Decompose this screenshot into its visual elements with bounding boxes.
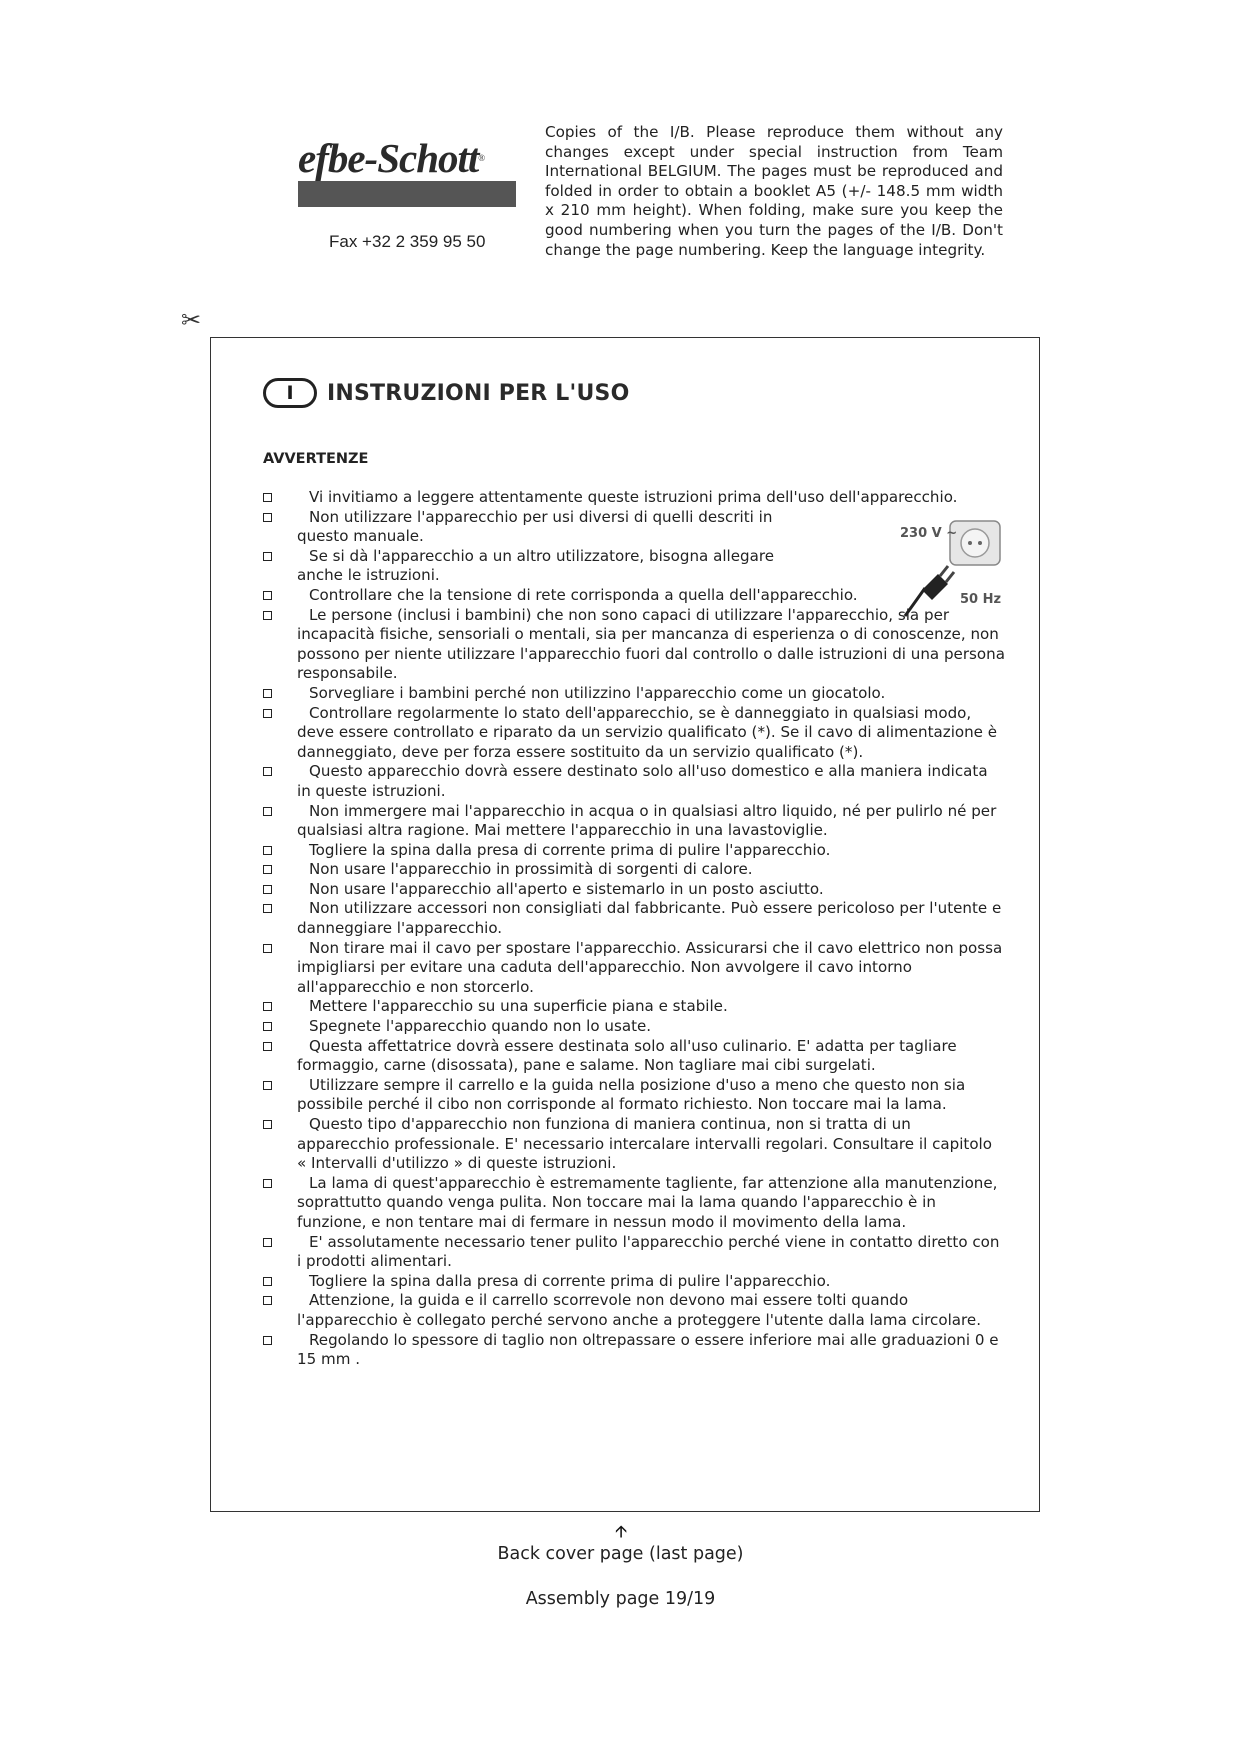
list-item: Sorvegliare i bambini perché non utilizzino l'apparecchio come un giocatolo. — [263, 684, 1005, 704]
list-item: Vi invitiamo a leggere attentamente queste istruzioni prima dell'uso dell'apparecchio. — [263, 488, 1005, 508]
language-badge: I — [263, 378, 317, 408]
list-item: Non utilizzare accessori non consigliati dal fabbricante. Può essere pericoloso per l'utente e danneggiare l'apparecchio. — [263, 899, 1005, 938]
checkbox-icon — [263, 1336, 272, 1345]
scissors-icon: ✂ — [181, 306, 202, 334]
checkbox-icon — [263, 1022, 272, 1031]
list-item: La lama di quest'apparecchio è estremamente tagliente, far attenzione alla manutenzione, soprattutto quando venga pulita. Non toccare mai la lama quando l'apparecchio è in funzione, e non tentare mai di fermare in nessun modo il movimento della lama. — [263, 1174, 1005, 1233]
list-item: Non tirare mai il cavo per spostare l'apparecchio. Assicurarsi che il cavo elettrico non possa impigliarsi per evitare una caduta dell'apparecchio. Non avvolgere il cavo intorno all'apparecchio e non storcerlo. — [263, 939, 1005, 998]
list-item: Spegnete l'apparecchio quando non lo usate. — [263, 1017, 1005, 1037]
brand-logo — [298, 135, 520, 207]
list-item: Togliere la spina dalla presa di corrente prima di pulire l'apparecchio. — [263, 841, 1005, 861]
list-item: Se si dà l'apparecchio a un altro utilizzatore, bisogna allegare anche le istruzioni. — [263, 547, 1005, 586]
arrow-up-icon: 🡩 — [615, 1522, 628, 1542]
fax-number: Fax +32 2 359 95 50 — [329, 232, 486, 251]
list-item: E' assolutamente necessario tener pulito l'apparecchio perché viene in contatto diretto con i prodotti alimentari. — [263, 1233, 1005, 1272]
logo-bar — [298, 181, 516, 207]
checkbox-icon — [263, 807, 272, 816]
list-item: Utilizzare sempre il carrello e la guida nella posizione d'uso a meno che questo non sia possibile perché il cibo non corrisponde al formato richiesto. Non toccare mai la lama. — [263, 1076, 1005, 1115]
voltage-label: 230 V ~ — [900, 526, 958, 541]
logo-wordmark: efbe-Schott® — [298, 135, 485, 181]
section-title: INSTRUZIONI PER L'USO — [327, 380, 630, 406]
list-item: Controllare che la tensione di rete corrisponda a quella dell'apparecchio. — [263, 586, 1005, 606]
checkbox-icon — [263, 1002, 272, 1011]
warnings-heading: AVVERTENZE — [263, 451, 369, 467]
checkbox-icon — [263, 689, 272, 698]
checkbox-icon — [263, 1277, 272, 1286]
list-item: Mettere l'apparecchio su una superficie piana e stabile. — [263, 997, 1005, 1017]
assembly-page-label: Assembly page 19/19 — [525, 1589, 716, 1609]
back-cover-label: Back cover page (last page) — [497, 1544, 744, 1564]
checkbox-icon — [263, 767, 272, 776]
checkbox-icon — [263, 552, 272, 561]
checkbox-icon — [263, 1238, 272, 1247]
checkbox-icon — [263, 1042, 272, 1051]
checkbox-icon — [263, 1179, 272, 1188]
warnings-list — [263, 488, 1005, 1370]
checkbox-icon — [263, 846, 272, 855]
checkbox-icon — [263, 1081, 272, 1090]
checkbox-icon — [263, 611, 272, 620]
checkbox-icon — [263, 591, 272, 600]
checkbox-icon — [263, 865, 272, 874]
list-item: Non utilizzare l'apparecchio per usi diversi di quelli descriti in questo manuale. — [263, 508, 1005, 547]
checkbox-icon — [263, 1120, 272, 1129]
list-item: Non usare l'apparecchio in prossimità di sorgenti di calore. — [263, 860, 1005, 880]
checkbox-icon — [263, 904, 272, 913]
list-item: Questa affettatrice dovrà essere destinata solo all'uso culinario. E' adatta per tagliare formaggio, carne (disossata), pane e salame. Non tagliare mai cibi surgelati. — [263, 1037, 1005, 1076]
checkbox-icon — [263, 885, 272, 894]
frequency-label: 50 Hz — [960, 592, 1002, 607]
checkbox-icon — [263, 513, 272, 522]
list-item: Questo tipo d'apparecchio non funziona di maniera continua, non si tratta di un apparecchio professionale. E' necessario intercalare intervalli regolari. Consultare il capitolo « Intervalli d'utilizzo » di queste istruzioni. — [263, 1115, 1005, 1174]
checkbox-icon — [263, 709, 272, 718]
checkbox-icon — [263, 493, 272, 502]
list-item: Questo apparecchio dovrà essere destinato solo all'uso domestico e alla maniera indicata in queste istruzioni. — [263, 762, 1005, 801]
list-item: Le persone (inclusi i bambini) che non sono capaci di utilizzare l'apparecchio, sia per incapacità fisiche, sensoriali o mentali, sia per mancanza di esperienza o di conoscenze, non possono per niente utilizzare l'apparecchio fuori dal controllo o dalle istruzioni di una persona responsabile. — [263, 606, 1005, 684]
list-item: Controllare regolarmente lo stato dell'apparecchio, se è danneggiato in qualsiasi modo, deve essere controllato e riparato da un servizio qualificato (*). Se il cavo di alimentazione è danneggiato, deve per forza essere sostituito da un servizio qualificato (*). — [263, 704, 1005, 763]
list-item: Non immergere mai l'apparecchio in acqua o in qualsiasi altro liquido, né per pulirlo né per qualsiasi altra ragione. Mai mettere l'apparecchio in una lavastoviglie. — [263, 802, 1005, 841]
checkbox-icon — [263, 1296, 272, 1305]
list-item: Non usare l'apparecchio all'aperto e sistemarlo in un posto asciutto. — [263, 880, 1005, 900]
checkbox-icon — [263, 944, 272, 953]
section-header — [263, 378, 629, 408]
list-item: Regolando lo spessore di taglio non oltrepassare o essere inferiore mai alle graduazioni 0 e 15 mm . — [263, 1331, 1005, 1370]
copies-instructions: Copies of the I/B. Please reproduce them without any changes except under special instruction from Team International BELGIUM. The pages must be reproduced and folded in order to obtain a booklet A5 (+/- 148.5 mm width x 210 mm height). When folding, make sure you keep the good numbering when you turn the pages of the I/B. Don't change the page numbering. Keep the language integrity. — [545, 123, 1003, 259]
list-item: Togliere la spina dalla presa di corrente prima di pulire l'apparecchio. — [263, 1272, 1005, 1292]
list-item: Attenzione, la guida e il carrello scorrevole non devono mai essere tolti quando l'apparecchio è collegato perché servono anche a proteggere l'utente dalla lama circolare. — [263, 1291, 1005, 1330]
